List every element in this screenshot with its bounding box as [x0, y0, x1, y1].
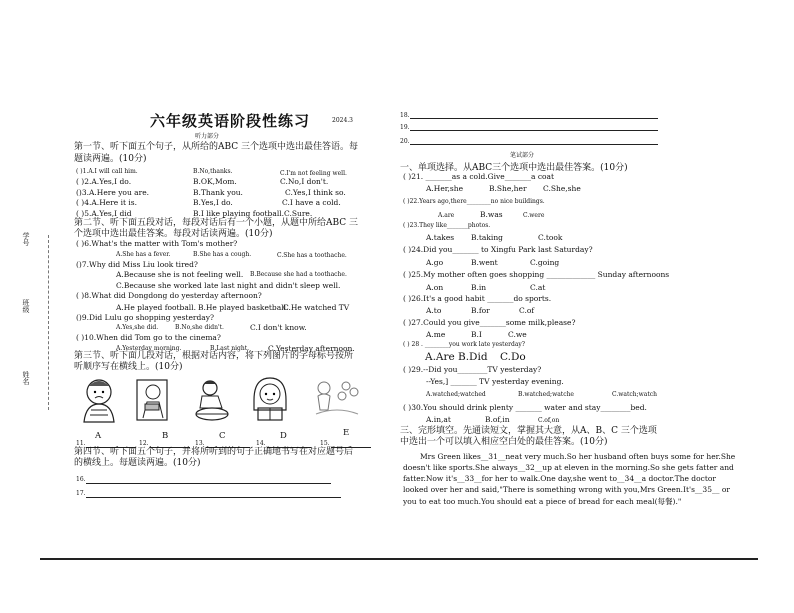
q30-option-a: A.in,at: [426, 415, 451, 424]
binding-label-class: 班级: [22, 299, 30, 314]
q2-option-c: C.No,I don't.: [280, 177, 329, 186]
q22-option-c: C.were: [523, 212, 545, 219]
passage-line-5: you to eat too much.You should eat a piece of bread for each meal(每餐).": [403, 497, 682, 506]
q26-option-c: C.of: [519, 306, 535, 315]
q24-option-b: B.went: [471, 258, 498, 267]
q1-option-c: C.I'm not feeling well.: [280, 170, 347, 177]
q30: ( )30.You should drink plenty _______ water and stay________bed.: [403, 403, 647, 412]
q23-option-b: B.taking: [471, 233, 503, 242]
section-4-instructions: 第四节、听下面五个句子，并将所听到的句子正确地书写在对应题号后的横线上。每题读两遍。(10分): [74, 447, 354, 468]
picture-label-b: B: [162, 431, 169, 441]
q21-option-c: C.She,she: [543, 184, 581, 193]
q2: ( )2.A.Yes,I do.: [76, 177, 132, 186]
q24-option-c: C.going: [530, 258, 560, 267]
bottom-rule: [40, 558, 758, 560]
q10-option-b: B.Last night.: [210, 345, 250, 352]
picture-b-reading-child: [133, 378, 175, 424]
line-19[interactable]: [410, 130, 658, 131]
q7-option-a: A.Because she is not feeling well.: [116, 270, 244, 279]
part-1-instructions: 一、单项选择。从ABC三个选项中选出最佳答案。(10分): [400, 163, 628, 173]
passage-line-2: doesn't like sports.She always__32__up at eleven in the morning.So she gets fatter and: [403, 463, 734, 472]
q3-option-b: B.Thank you.: [193, 188, 243, 197]
passage-line-3: fatter.Now it's__33__for her to walk.One day,she went to__34__a doctor.The doctor: [403, 474, 716, 483]
q29-option-b: B.watched;watche: [518, 391, 574, 398]
q3-option-c: C.Yes,I think so.: [285, 188, 346, 197]
q25-option-a: A.on: [426, 283, 444, 292]
picture-label-d: D: [280, 431, 287, 441]
line-19-label: 19.: [400, 124, 410, 131]
q3: ()3.A.Here you are.: [76, 188, 150, 197]
q7: ()7.Why did Miss Liu look tired?: [76, 260, 198, 269]
q5-option-b: B.I like playing football.C.Sure.: [193, 209, 313, 218]
q6: ( )6.What's the matter with Tom's mother?: [76, 239, 238, 248]
q25-option-b: B.in: [471, 283, 487, 292]
q9: ()9.Did Lulu go shopping yesterday?: [76, 313, 215, 322]
blank-15-label: 15.: [320, 440, 330, 447]
line-16[interactable]: [86, 483, 331, 484]
q8-option-a: A.He played football.: [116, 303, 196, 312]
q10: ( )10.When did Tom go to the cinema?: [76, 333, 221, 342]
q29-option-a: A.watched;watched: [426, 391, 486, 398]
q26: ( )26.It's a good habit _______do sports.: [403, 294, 552, 303]
q22-option-b: B.was: [480, 210, 503, 219]
q28: ( ) 28 . ________you work late yesterday?: [403, 341, 526, 348]
q25-option-c: C.at: [530, 283, 546, 292]
section-2-instructions: 第二节、听下面五段对话，每段对话后有一个小题，从题中所给ABC 三个选项中选出最佳答案。每段对话读两遍。(10分): [74, 218, 359, 239]
picture-e-child-with-flowers: [312, 376, 362, 422]
q26-option-b: B.for: [471, 306, 490, 315]
q29-second-line: --Yes,] _______ TV yesterday evening.: [426, 377, 564, 386]
q28-option-a: A.Are: [425, 351, 455, 363]
q2-option-b: B.OK,Mom.: [193, 177, 237, 186]
picture-c-washing-child: [188, 378, 236, 424]
picture-d-girl-with-book: [246, 376, 294, 424]
line-20-label: 20.: [400, 138, 410, 145]
q23: ( )23.They like_______photos.: [403, 222, 491, 229]
q9-option-b: B.No,she didn't.: [175, 324, 224, 331]
binding-label-name: 姓名: [22, 371, 30, 386]
q10-option-c: C.Yesterday afternoon.: [268, 344, 355, 353]
q27-option-c: C.we: [508, 330, 527, 339]
q30-option-c: C.of,on: [538, 417, 560, 424]
q9-option-c: C.I don't know.: [250, 323, 307, 332]
writing-heading: 笔试部分: [510, 152, 535, 159]
line-16-label: 16.: [76, 476, 86, 483]
picture-a-sick-child: [76, 376, 122, 424]
listening-heading: 听力部分: [195, 133, 220, 140]
q28-option-b: B.Did: [458, 351, 488, 363]
section-3-instructions: 第三节、听下面几段对话，根据对话内容，将下列图片的字母标号按所听顺序写在横线上。(10分): [74, 351, 354, 372]
page-title: 六年级英语阶段性练习: [150, 112, 311, 130]
q23-option-c: C.took: [538, 233, 563, 242]
line-17[interactable]: [86, 497, 341, 498]
q9-option-a: A.Yes,she did.: [116, 324, 159, 331]
binding-label-student-id: 学号: [22, 232, 30, 247]
q8: ( )8.What did Dongdong do yesterday afternoon?: [76, 291, 262, 300]
part-3-instructions: 三、完形填空。先通读短文，掌握其大意，从A、B、C 三个选项中选出一个可以填入相应空白处的最佳答案。(10分): [400, 426, 657, 447]
q25: ( )25.My mother often goes shopping _____________ Sunday afternoons: [403, 270, 670, 279]
q7-option-b: B.Because she had a toothache.: [250, 271, 347, 278]
q23-option-a: A.takes: [426, 233, 455, 242]
q6-option-b: B.She has a cough.: [193, 251, 252, 258]
blank-12-label: 12.: [139, 440, 149, 447]
q4: ( )4.A.Here it is.: [76, 198, 138, 207]
q22: ( )22.Years ago,there________no nice buildings.: [403, 198, 545, 205]
q21-option-b: B.She,her: [489, 184, 527, 193]
passage-line-4: looked over her and said,"There is something wrong with you,Mrs Green.It's__35__ or: [403, 485, 730, 494]
q24: ( )24.Did you_______ to Xingfu Park last Saturday?: [403, 245, 593, 254]
blank-14-label: 14.: [256, 440, 266, 447]
q29: ( )29.--Did you________TV yesterday?: [403, 365, 542, 374]
q10-option-a: A.Yesterday morning.: [116, 345, 182, 352]
q21: ( )21. _______as a cold.Give_______a coat: [403, 172, 555, 181]
passage-line-1: Mrs Green likes__31__neat very much.So her husband often buys some for her.She: [420, 452, 736, 461]
q4-option-c: C.I have a cold.: [282, 198, 341, 207]
q7-option-c: C.Because she worked late last night and didn't sleep well.: [116, 281, 341, 290]
exam-date: 2024.3: [332, 117, 353, 124]
q27-option-a: A.me: [426, 330, 446, 339]
q28-option-c: C.Do: [500, 351, 526, 363]
q22-option-a: A.are: [438, 212, 455, 219]
q1-option-b: B.No,thanks.: [193, 168, 233, 175]
line-17-label: 17.: [76, 490, 86, 497]
line-20[interactable]: [410, 144, 658, 145]
q27: ( )27.Could you give_______some milk,please?: [403, 318, 576, 327]
line-18-label: 18.: [400, 112, 410, 119]
q30-option-b: B.of,in: [485, 415, 510, 424]
q1: ( )1.A.I will call him.: [76, 168, 138, 175]
picture-label-c: C: [219, 431, 226, 441]
q4-option-b: B.Yes,I do.: [193, 198, 233, 207]
q5: ( )5.A.Yes,I did: [76, 209, 132, 218]
q6-option-c: C.She has a toothache.: [277, 252, 347, 259]
blank-13-label: 13.: [195, 440, 205, 447]
blank-11-label: 11.: [76, 440, 86, 447]
q26-option-a: A.to: [426, 306, 442, 315]
picture-label-a: A: [95, 431, 102, 441]
binding-dashed-line: [48, 235, 49, 410]
q8-option-c: C.He watched TV: [283, 303, 350, 312]
q24-option-a: A.go: [426, 258, 444, 267]
q21-option-a: A.Her,she: [426, 184, 464, 193]
q27-option-b: B.I: [471, 330, 482, 339]
picture-label-e: E: [343, 428, 350, 438]
q6-option-a: A.She has a fever.: [116, 251, 171, 258]
line-18[interactable]: [410, 118, 658, 119]
section-1-instructions: 第一节、听下面五个句子，从所给的ABC 三个选项中选出最佳答语。每题读两遍。(10分): [74, 142, 359, 164]
q29-option-c: C.watch;watch: [612, 391, 658, 398]
q8-option-b: B.He played basketball.: [198, 303, 289, 312]
